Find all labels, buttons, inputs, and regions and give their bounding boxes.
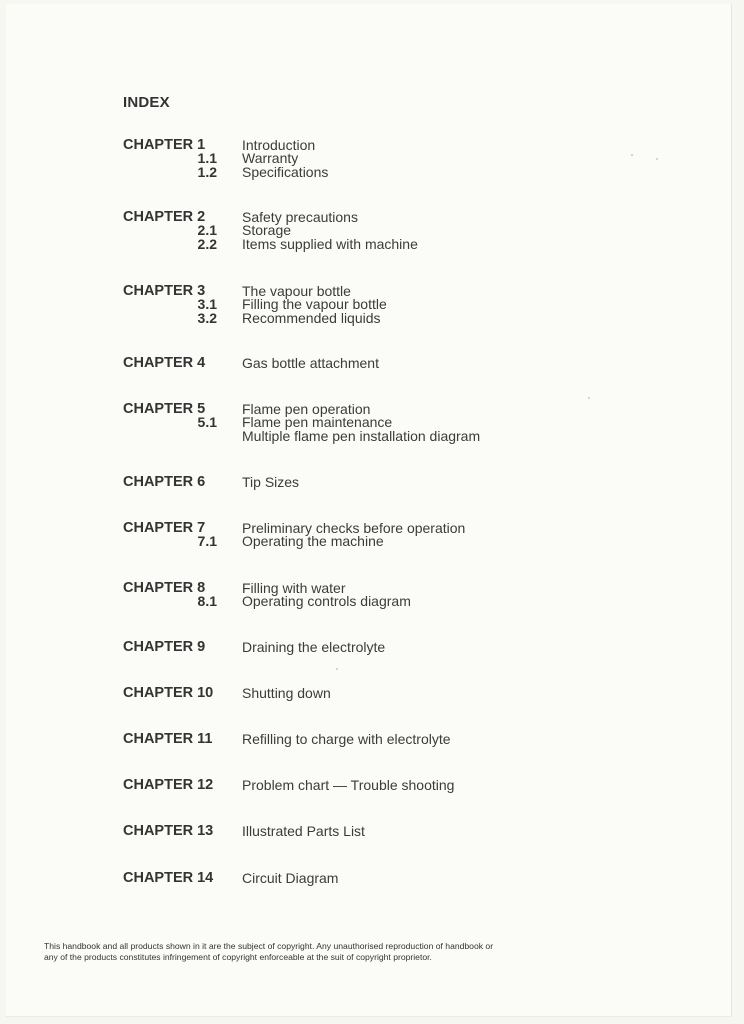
- chapter-label: CHAPTER 8: [123, 580, 206, 596]
- section-number: 1.2: [197, 163, 217, 180]
- copyright-line-1: This handbook and all products shown in it are the subject of copyright. Any unauthorised reproduction of handbook or: [44, 941, 494, 951]
- paper-speck: [656, 158, 658, 160]
- index-title: INDEX: [123, 94, 170, 111]
- chapter-label: CHAPTER 6: [123, 474, 206, 490]
- chapter-title: Illustrated Parts List: [242, 823, 365, 839]
- chapter-label: CHAPTER 10: [123, 685, 214, 701]
- chapter-title: Tip Sizes: [242, 474, 300, 490]
- chapter-label: CHAPTER 4: [123, 355, 206, 371]
- section-number: 7.1: [197, 533, 217, 550]
- chapter-title: Introduction: [242, 137, 316, 153]
- chapter-label: CHAPTER 1: [123, 137, 206, 153]
- chapter-title: Shutting down: [242, 685, 331, 701]
- chapter-label: CHAPTER 3: [123, 283, 206, 299]
- section-title: Storage: [242, 222, 292, 239]
- section-number: 3.1: [197, 296, 217, 313]
- section-title: Multiple flame pen installation diagram: [242, 427, 481, 444]
- paper-speck: [588, 397, 590, 399]
- chapter-label: CHAPTER 9: [123, 639, 206, 655]
- chapter-label: CHAPTER 11: [123, 731, 213, 747]
- section-title: Operating the machine: [242, 533, 384, 550]
- section-number: 2.2: [197, 235, 217, 252]
- section-title: Flame pen maintenance: [242, 414, 393, 431]
- section-number: 2.1: [197, 222, 217, 239]
- section-title: Filling the vapour bottle: [242, 296, 387, 313]
- section-number: 5.1: [197, 414, 217, 431]
- paper-speck: [336, 668, 338, 670]
- section-title: Warranty: [242, 150, 299, 167]
- copyright-line-2: any of the products constitutes infringement of copyright enforceable at the suit of copyright proprietor.: [44, 952, 432, 962]
- chapter-title: Gas bottle attachment: [242, 355, 379, 371]
- chapter-title: Preliminary checks before operation: [242, 520, 466, 536]
- section-number: 3.2: [197, 309, 217, 326]
- chapter-title: The vapour bottle: [242, 283, 351, 299]
- paper-speck: [631, 154, 633, 156]
- chapter-title: Refilling to charge with electrolyte: [242, 731, 451, 747]
- chapter-title: Safety precautions: [242, 209, 358, 225]
- chapter-label: CHAPTER 12: [123, 777, 214, 793]
- document-page: [6, 4, 731, 1016]
- chapter-label: CHAPTER 14: [123, 870, 214, 886]
- section-title: Recommended liquids: [242, 309, 381, 326]
- section-number: 1.1: [197, 150, 217, 167]
- copyright-notice: [44, 941, 604, 963]
- chapter-title: Problem chart — Trouble shooting: [242, 777, 455, 793]
- chapter-label: CHAPTER 13: [123, 823, 214, 839]
- chapter-title: Circuit Diagram: [242, 870, 339, 886]
- chapter-label: CHAPTER 5: [123, 401, 206, 417]
- section-title: Specifications: [242, 163, 329, 180]
- chapter-title: Flame pen operation: [242, 401, 371, 417]
- section-title: Operating controls diagram: [242, 593, 411, 610]
- section-number: 8.1: [197, 593, 217, 610]
- chapter-title: Filling with water: [242, 580, 346, 596]
- chapter-title: Draining the electrolyte: [242, 639, 386, 655]
- section-title: Items supplied with machine: [242, 235, 418, 252]
- chapter-label: CHAPTER 2: [123, 209, 206, 225]
- chapter-label: CHAPTER 7: [123, 520, 206, 536]
